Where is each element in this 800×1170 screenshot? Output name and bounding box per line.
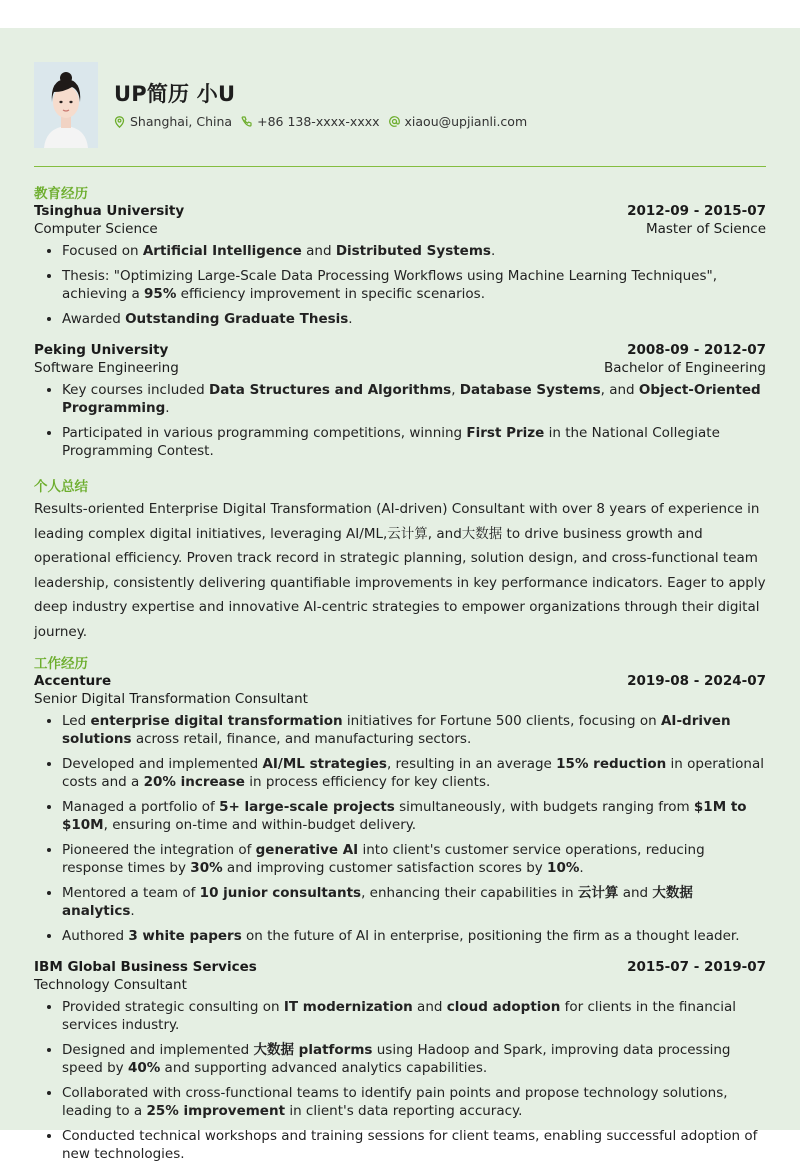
spacer bbox=[34, 644, 766, 650]
bullet-bold-text: $1M to $10M bbox=[62, 799, 747, 833]
email-text[interactable]: xiaou@upjianli.com bbox=[404, 114, 528, 129]
bullet-item bbox=[62, 1084, 766, 1120]
education-bullets bbox=[34, 381, 766, 460]
bullet-item bbox=[62, 712, 766, 748]
bullet-text: , and bbox=[600, 382, 639, 398]
bullet-item bbox=[62, 755, 766, 791]
work-header bbox=[34, 672, 766, 690]
summary-section-title: 个人总结 bbox=[34, 479, 88, 495]
major: Computer Science bbox=[34, 221, 158, 237]
bullet-text: Managed a portfolio of bbox=[62, 799, 220, 815]
bullet-text: for clients in the financial services industry. bbox=[62, 999, 736, 1033]
bullet-text: and improving customer satisfaction scores by bbox=[222, 860, 548, 876]
bullet-item bbox=[62, 310, 766, 328]
bullet-bold-text: Object-Oriented Programming bbox=[62, 382, 761, 416]
education-subheader bbox=[34, 220, 766, 238]
education-header bbox=[34, 202, 766, 220]
bullet-text: in operational costs and a bbox=[62, 756, 764, 790]
bullet-text: , ensuring on-time and within-budget delivery. bbox=[103, 817, 417, 833]
bullet-text: Awarded bbox=[62, 311, 126, 327]
education-dates: 2012-09 - 2015-07 bbox=[627, 203, 766, 219]
bullet-text: across retail, finance, and manufacturing sectors. bbox=[131, 731, 472, 747]
bullet-text: , enhancing their capabilities in bbox=[361, 885, 578, 901]
bullet-bold-text: cloud adoption bbox=[446, 999, 561, 1015]
bullet-text: . bbox=[165, 400, 170, 416]
bullet-item bbox=[62, 798, 766, 834]
job-title: Technology Consultant bbox=[34, 977, 187, 993]
work-subheader bbox=[34, 976, 766, 994]
bullet-text: Designed and implemented bbox=[62, 1042, 254, 1058]
education-bullets bbox=[34, 242, 766, 328]
bullet-text: simultaneously, with budgets ranging from bbox=[394, 799, 694, 815]
bullet-text: in process efficiency for key clients. bbox=[244, 774, 491, 790]
location-pin-icon bbox=[114, 116, 125, 128]
phone-item bbox=[241, 114, 379, 129]
bullet-bold-text: Database Systems bbox=[459, 382, 601, 398]
work-header bbox=[34, 958, 766, 976]
bullet-bold-text: Distributed Systems bbox=[335, 243, 491, 259]
degree: Master of Science bbox=[645, 221, 766, 237]
top-margin bbox=[0, 0, 800, 28]
bullet-text: . bbox=[579, 860, 584, 876]
bullet-text: Focused on bbox=[62, 243, 143, 259]
bullet-bold-text: 10 junior consultants bbox=[199, 885, 362, 901]
email-item[interactable] bbox=[389, 114, 528, 129]
bullet-bold-text: 大数据 platforms bbox=[253, 1042, 373, 1058]
bullet-text: Led bbox=[62, 713, 91, 729]
bullet-text: . bbox=[490, 243, 496, 259]
bullet-text: Thesis: "Optimizing Large-Scale Data Processing Workflows using Machine Learning Techniques", achieving a bbox=[62, 268, 718, 302]
bullet-item bbox=[62, 267, 766, 303]
bullet-text: , bbox=[451, 382, 460, 398]
education-entry bbox=[34, 202, 766, 328]
degree: Bachelor of Engineering bbox=[604, 360, 766, 376]
bullet-text: Mentored a team of bbox=[62, 885, 200, 901]
education-dates: 2008-09 - 2012-07 bbox=[627, 342, 766, 358]
bullet-bold-text: Artificial Intelligence bbox=[142, 243, 302, 259]
bullet-item bbox=[62, 884, 766, 920]
bullet-text: . bbox=[130, 903, 135, 919]
school-name: Peking University bbox=[34, 342, 169, 358]
work-entry bbox=[34, 958, 766, 1163]
bullet-text: efficiency improvement in specific scenarios. bbox=[176, 286, 485, 302]
location-text: Shanghai, China bbox=[130, 114, 233, 129]
profile-photo bbox=[34, 62, 98, 148]
bullet-item bbox=[62, 1041, 766, 1077]
bullet-bold-text: enterprise digital transformation bbox=[90, 713, 343, 729]
bullet-bold-text: generative AI bbox=[255, 842, 359, 858]
work-bullets bbox=[34, 712, 766, 945]
spacer bbox=[34, 467, 766, 473]
work-dates: 2019-08 - 2024-07 bbox=[627, 673, 766, 689]
bullet-text: using Hadoop and Spark, improving data processing speed by bbox=[62, 1042, 731, 1076]
bullet-text: . bbox=[348, 311, 353, 327]
contact-info bbox=[114, 114, 536, 129]
education-header bbox=[34, 341, 766, 359]
company-name: Accenture bbox=[34, 673, 112, 689]
bullet-bold-text: AI-driven solutions bbox=[62, 713, 731, 747]
bullet-bold-text: Data Structures and Algorithms bbox=[209, 382, 452, 398]
bullet-bold-text: 云计算 bbox=[577, 885, 619, 901]
work-section-title: 工作经历 bbox=[34, 656, 88, 672]
work-dates: 2015-07 - 2019-07 bbox=[627, 959, 766, 975]
bullet-bold-text: IT modernization bbox=[283, 999, 413, 1015]
bullet-text: initiatives for Fortune 500 clients, focusing on bbox=[342, 713, 661, 729]
work-entry bbox=[34, 672, 766, 945]
bullet-text: on the future of AI in enterprise, positioning the firm as a thought leader. bbox=[241, 928, 740, 944]
bullet-text: and supporting advanced analytics capabilities. bbox=[160, 1060, 488, 1076]
resume-body bbox=[34, 180, 766, 1170]
bullet-item bbox=[62, 424, 766, 460]
bullet-bold-text: 10% bbox=[547, 860, 580, 876]
bullet-text: , resulting in an average bbox=[386, 756, 557, 772]
bullet-text: and bbox=[618, 885, 653, 901]
bullet-bold-text: 20% increase bbox=[143, 774, 245, 790]
header-divider bbox=[34, 166, 766, 167]
resume-content bbox=[34, 28, 766, 1162]
bullet-bold-text: 大数据 analytics bbox=[62, 885, 693, 919]
resume-page bbox=[0, 28, 800, 1162]
candidate-name: UP简历 小U bbox=[114, 82, 236, 106]
bullet-bold-text: AI/ML strategies bbox=[262, 756, 387, 772]
education-section-title: 教育经历 bbox=[34, 186, 88, 202]
work-bullets bbox=[34, 998, 766, 1163]
job-title: Senior Digital Transformation Consultant bbox=[34, 691, 308, 707]
bullet-item bbox=[62, 1127, 766, 1163]
resume-header bbox=[34, 28, 766, 166]
company-name: IBM Global Business Services bbox=[34, 959, 257, 975]
bullet-bold-text: 3 white papers bbox=[128, 928, 242, 944]
bullet-bold-text: 95% bbox=[144, 286, 177, 302]
school-name: Tsinghua University bbox=[34, 203, 185, 219]
bullet-text: Pioneered the integration of bbox=[62, 842, 256, 858]
summary-text: Results-oriented Enterprise Digital Transformation (AI-driven) Consultant with over 8 years of experience in leading complex digital initiatives, leveraging AI/ML,云计算, and大数据 to drive business growth and operational efficiency. Proven track record in strategic planning, solution design, and cross-functional team leadership, consistently delivering quantifiable improvements in key performance indicators. Eager to apply deep industry expertise and innovative AI-centric strategies to empower organizations through their digital journey. bbox=[34, 501, 766, 640]
bullet-text: Developed and implemented bbox=[62, 756, 263, 772]
bullet-item bbox=[62, 998, 766, 1034]
bullet-text: Provided strategic consulting on bbox=[62, 999, 284, 1015]
bullet-text: Key courses included bbox=[62, 382, 209, 398]
bullet-item bbox=[62, 381, 766, 417]
bullet-bold-text: 40% bbox=[127, 1060, 161, 1076]
phone-icon bbox=[241, 116, 252, 127]
bullet-text: Participated in various programming competitions, winning bbox=[62, 425, 467, 441]
bullet-text: in client's data reporting accuracy. bbox=[285, 1103, 523, 1119]
bullet-bold-text: First Prize bbox=[466, 425, 545, 441]
work-subheader bbox=[34, 690, 766, 708]
bullet-item bbox=[62, 242, 766, 260]
location-item bbox=[114, 114, 232, 129]
bullet-item bbox=[62, 841, 766, 877]
education-entry bbox=[34, 341, 766, 460]
bullet-text: and bbox=[412, 999, 447, 1015]
bullet-bold-text: Outstanding Graduate Thesis bbox=[125, 311, 349, 327]
at-sign-icon bbox=[389, 116, 400, 127]
bullet-text: in the National Collegiate Programming Contest. bbox=[62, 425, 720, 459]
bullet-bold-text: 30% bbox=[190, 860, 223, 876]
bullet-item bbox=[62, 927, 766, 945]
major: Software Engineering bbox=[34, 360, 179, 376]
bullet-text: Authored bbox=[62, 928, 129, 944]
bullet-bold-text: 5+ large-scale projects bbox=[219, 799, 395, 815]
bullet-text: Collaborated with cross-functional teams to identify pain points and propose technology solutions, leading to a bbox=[62, 1085, 728, 1119]
bullet-text: Conducted technical workshops and training sessions for client teams, enabling successful adoption of new technologies. bbox=[62, 1128, 758, 1162]
phone-text: +86 138-xxxx-xxxx bbox=[257, 114, 380, 129]
bullet-bold-text: 15% reduction bbox=[556, 756, 667, 772]
bullet-text: into client's customer service operations, reducing response times by bbox=[62, 842, 705, 876]
education-subheader bbox=[34, 359, 766, 377]
bullet-text: and bbox=[301, 243, 336, 259]
bullet-bold-text: 25% improvement bbox=[146, 1103, 286, 1119]
